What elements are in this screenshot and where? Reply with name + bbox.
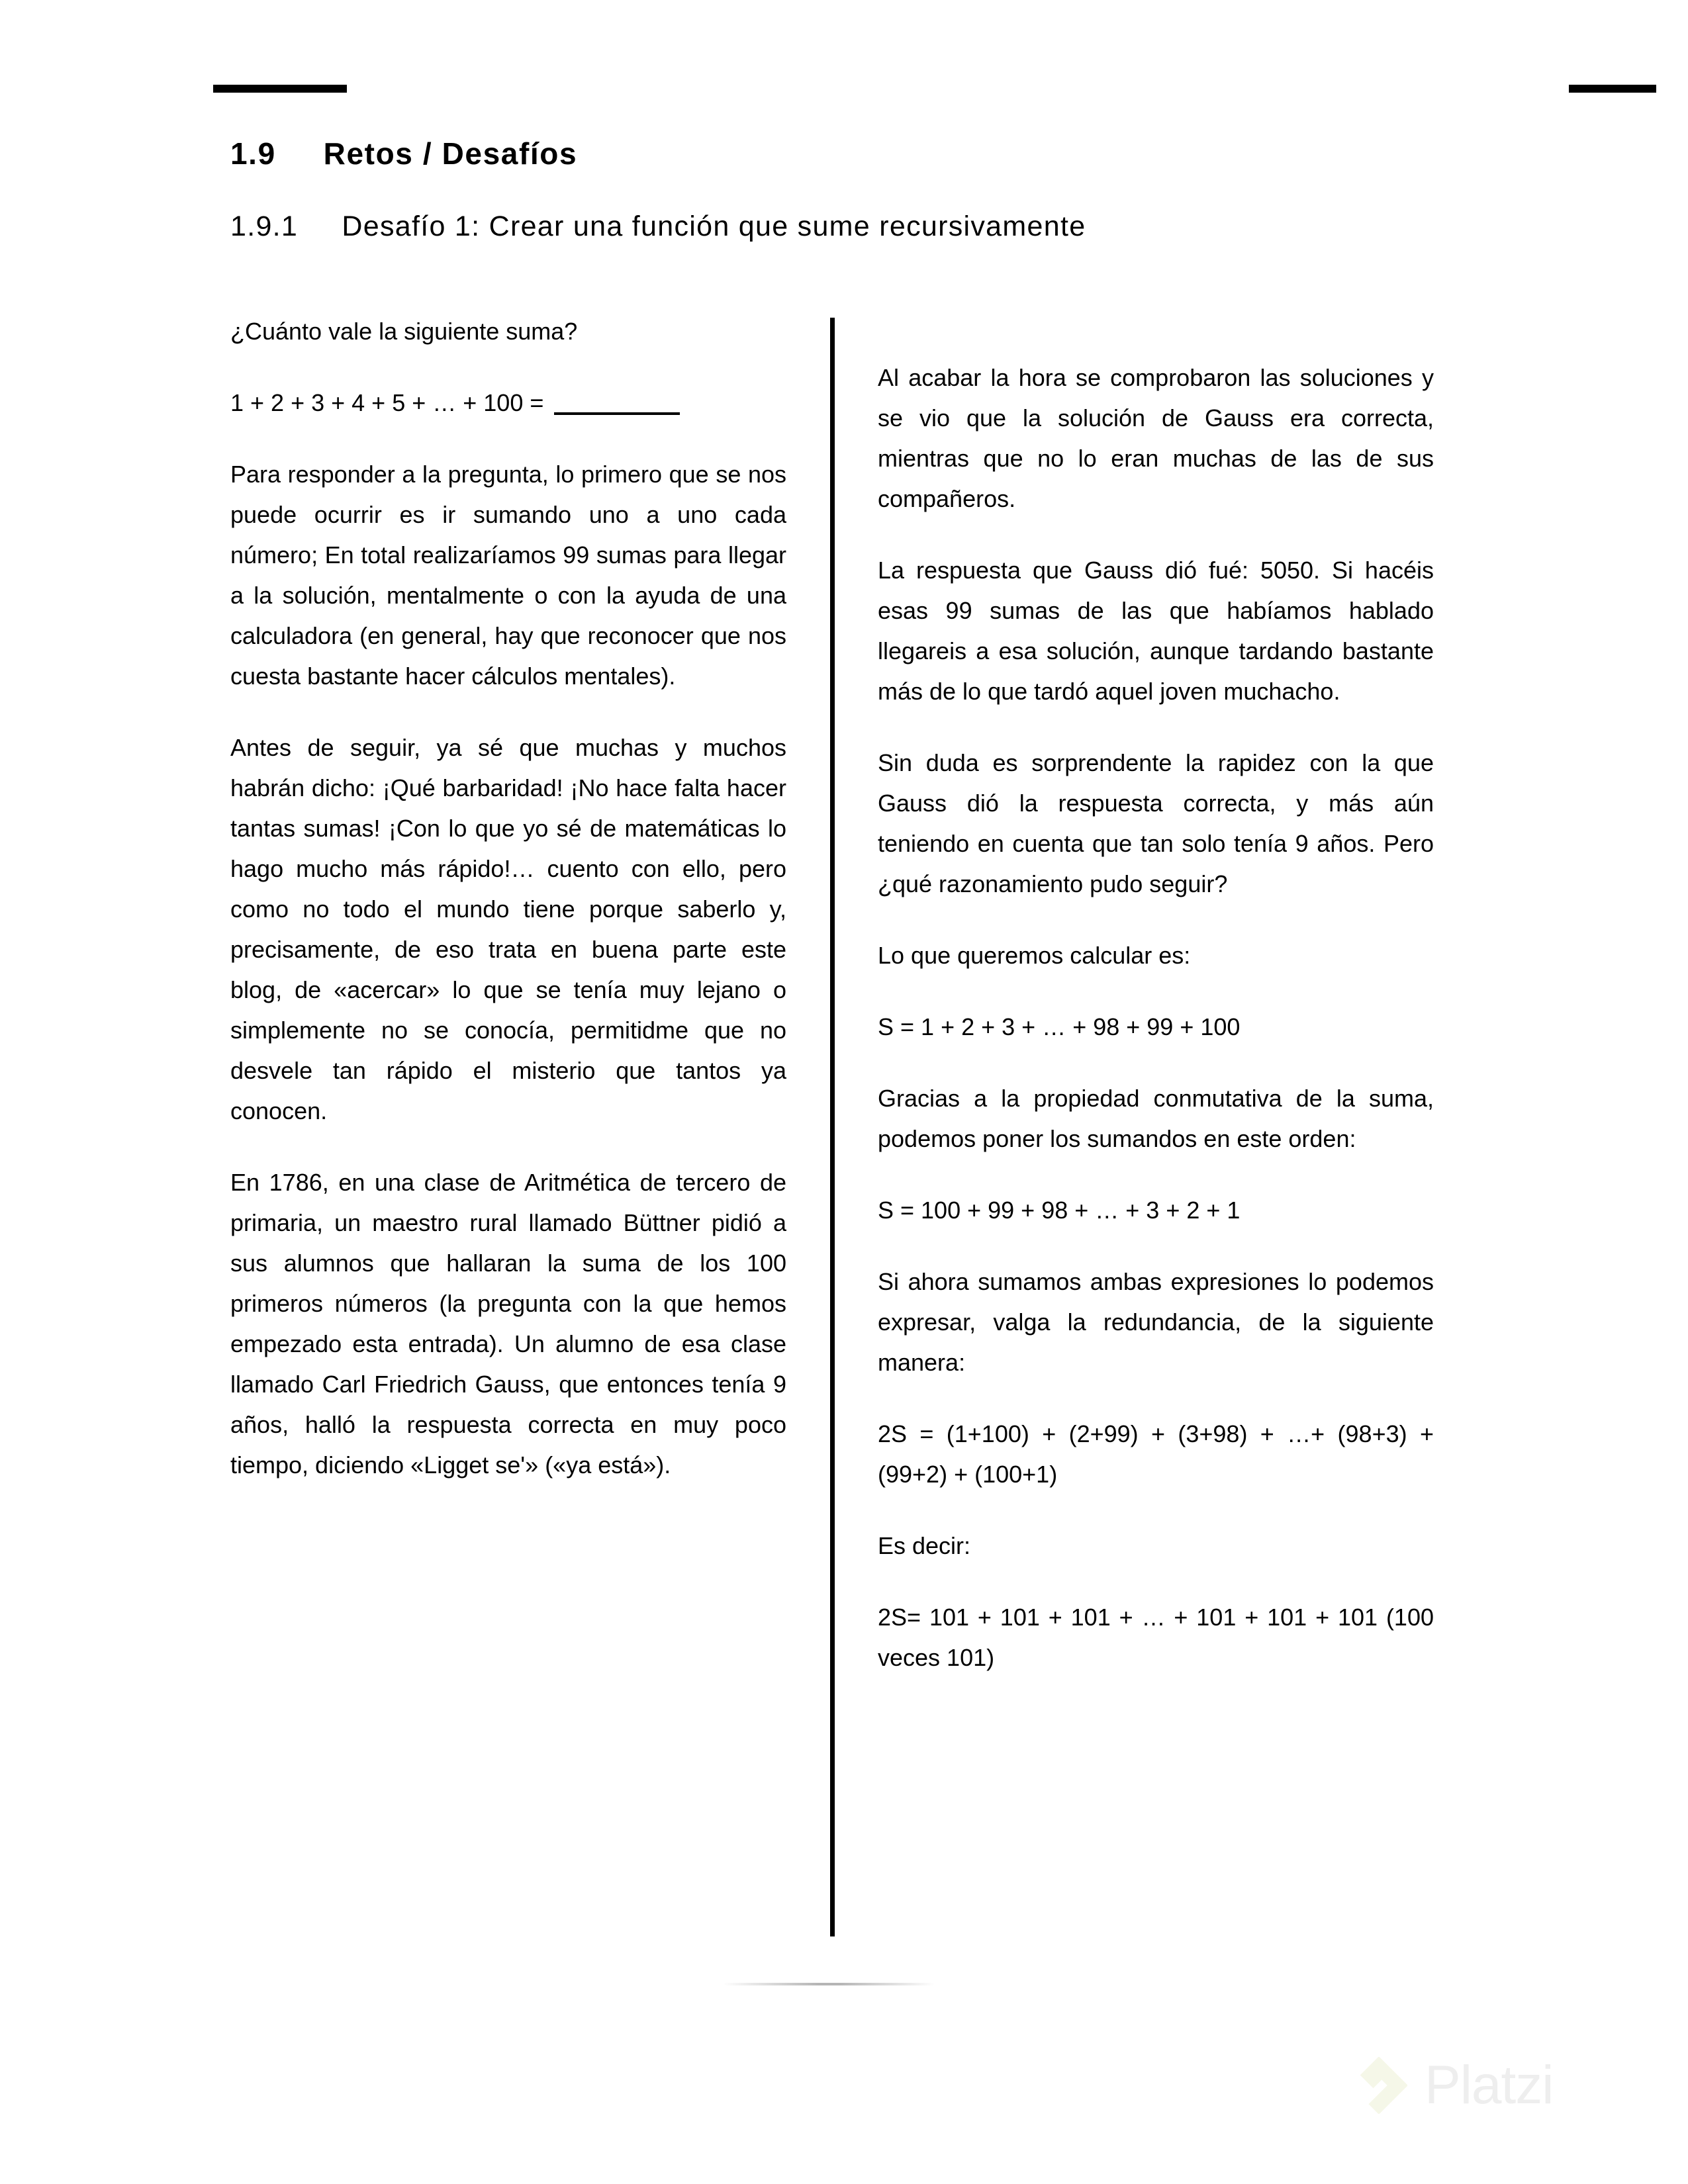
right-paragraph-7: Es decir:	[878, 1532, 971, 1559]
question-prompt: ¿Cuánto vale la siguiente suma?	[230, 318, 578, 345]
left-paragraph-2: Antes de seguir, ya sé que muchas y muchos habrán dicho: ¡Qué barbaridad! ¡No hace falta hacer tantas sumas! ¡Con lo que yo sé de matemáticas lo hago mucho más rápido!… cuento con ello, pero como no todo el mundo tiene porque saberlo y, precisamente, de eso trata en buena parte este blog, de «acercar» lo que se tenía muy lejano o simplemente no se conocía, permitidme que no desvele tan rápido el misterio que tantos ya conocen.	[230, 734, 786, 1124]
section-heading-1-9: 1.9 Retos / Desafíos	[230, 136, 578, 171]
equation-2s-pairs: 2S = (1+100) + (2+99) + (3+98) + …+ (98+3) + (99+2) + (100+1)	[878, 1420, 1434, 1488]
platzi-wordmark: Platzi	[1425, 2055, 1554, 2115]
sum-equation-text: 1 + 2 + 3 + 4 + 5 + … + 100 =	[230, 389, 551, 416]
header-rule-right	[1569, 85, 1656, 93]
right-paragraph-6: Si ahora sumamos ambas expresiones lo podemos expresar, valga la redundancia, de la siguiente manera:	[878, 1268, 1434, 1376]
right-paragraph-3: Sin duda es sorprendente la rapidez con la que Gauss dió la respuesta correcta, y más aún teniendo en cuenta que tan solo tenía 9 años. Pero ¿qué razonamiento pudo seguir?	[878, 749, 1434, 897]
column-divider	[830, 318, 835, 1936]
left-paragraph-1: Para responder a la pregunta, lo primero que se nos puede ocurrir es ir sumando uno a uno cada número; En total realizaríamos 99 sumas para llegar a la solución, mentalmente o con la ayuda de una calculadora (en general, hay que reconocer que nos cuesta bastante hacer cálculos mentales).	[230, 461, 786, 690]
header-rule-left	[213, 85, 347, 93]
equation-s-ascending: S = 1 + 2 + 3 + … + 98 + 99 + 100	[878, 1013, 1241, 1040]
right-column	[878, 357, 1434, 1678]
left-paragraph-3: En 1786, en una clase de Aritmética de tercero de primaria, un maestro rural llamado Büttner pidió a sus alumnos que hallaran la suma de los 100 primeros números (la pregunta con la que hemos empezado esta entrada). Un alumno de esa clase llamado Carl Friedrich Gauss, que entonces tenía 9 años, halló la respuesta correcta en muy poco tiempo, diciendo «Ligget se'» («ya está»).	[230, 1169, 786, 1479]
equation-2s-101: 2S= 101 + 101 + 101 + … + 101 + 101 + 101 (100 veces 101)	[878, 1604, 1434, 1671]
platzi-diamond-logo	[1350, 2057, 1407, 2114]
footer-divider	[723, 1983, 935, 1985]
right-paragraph-1: Al acabar la hora se comprobaron las soluciones y se vio que la solución de Gauss era correcta, mientras que no lo eran muchas de las de sus compañeros.	[878, 364, 1434, 512]
right-paragraph-2: La respuesta que Gauss dió fué: 5050. Si hacéis esas 99 sumas de las que habíamos hablado llegareis a esa solución, aunque tardando bastante más de lo que tardó aquel joven muchacho.	[878, 557, 1434, 705]
left-column	[230, 311, 786, 1485]
right-paragraph-5: Gracias a la propiedad conmutativa de la suma, podemos poner los sumandos en este orden:	[878, 1085, 1434, 1152]
answer-blank-underline	[554, 412, 680, 415]
platzi-watermark	[1350, 2057, 1554, 2114]
section-heading-1-9-1: 1.9.1 Desafío 1: Crear una función que sume recursivamente	[230, 210, 1086, 242]
right-paragraph-4: Lo que queremos calcular es:	[878, 942, 1191, 969]
equation-s-descending: S = 100 + 99 + 98 + … + 3 + 2 + 1	[878, 1197, 1241, 1224]
sum-equation-blank	[230, 383, 786, 423]
